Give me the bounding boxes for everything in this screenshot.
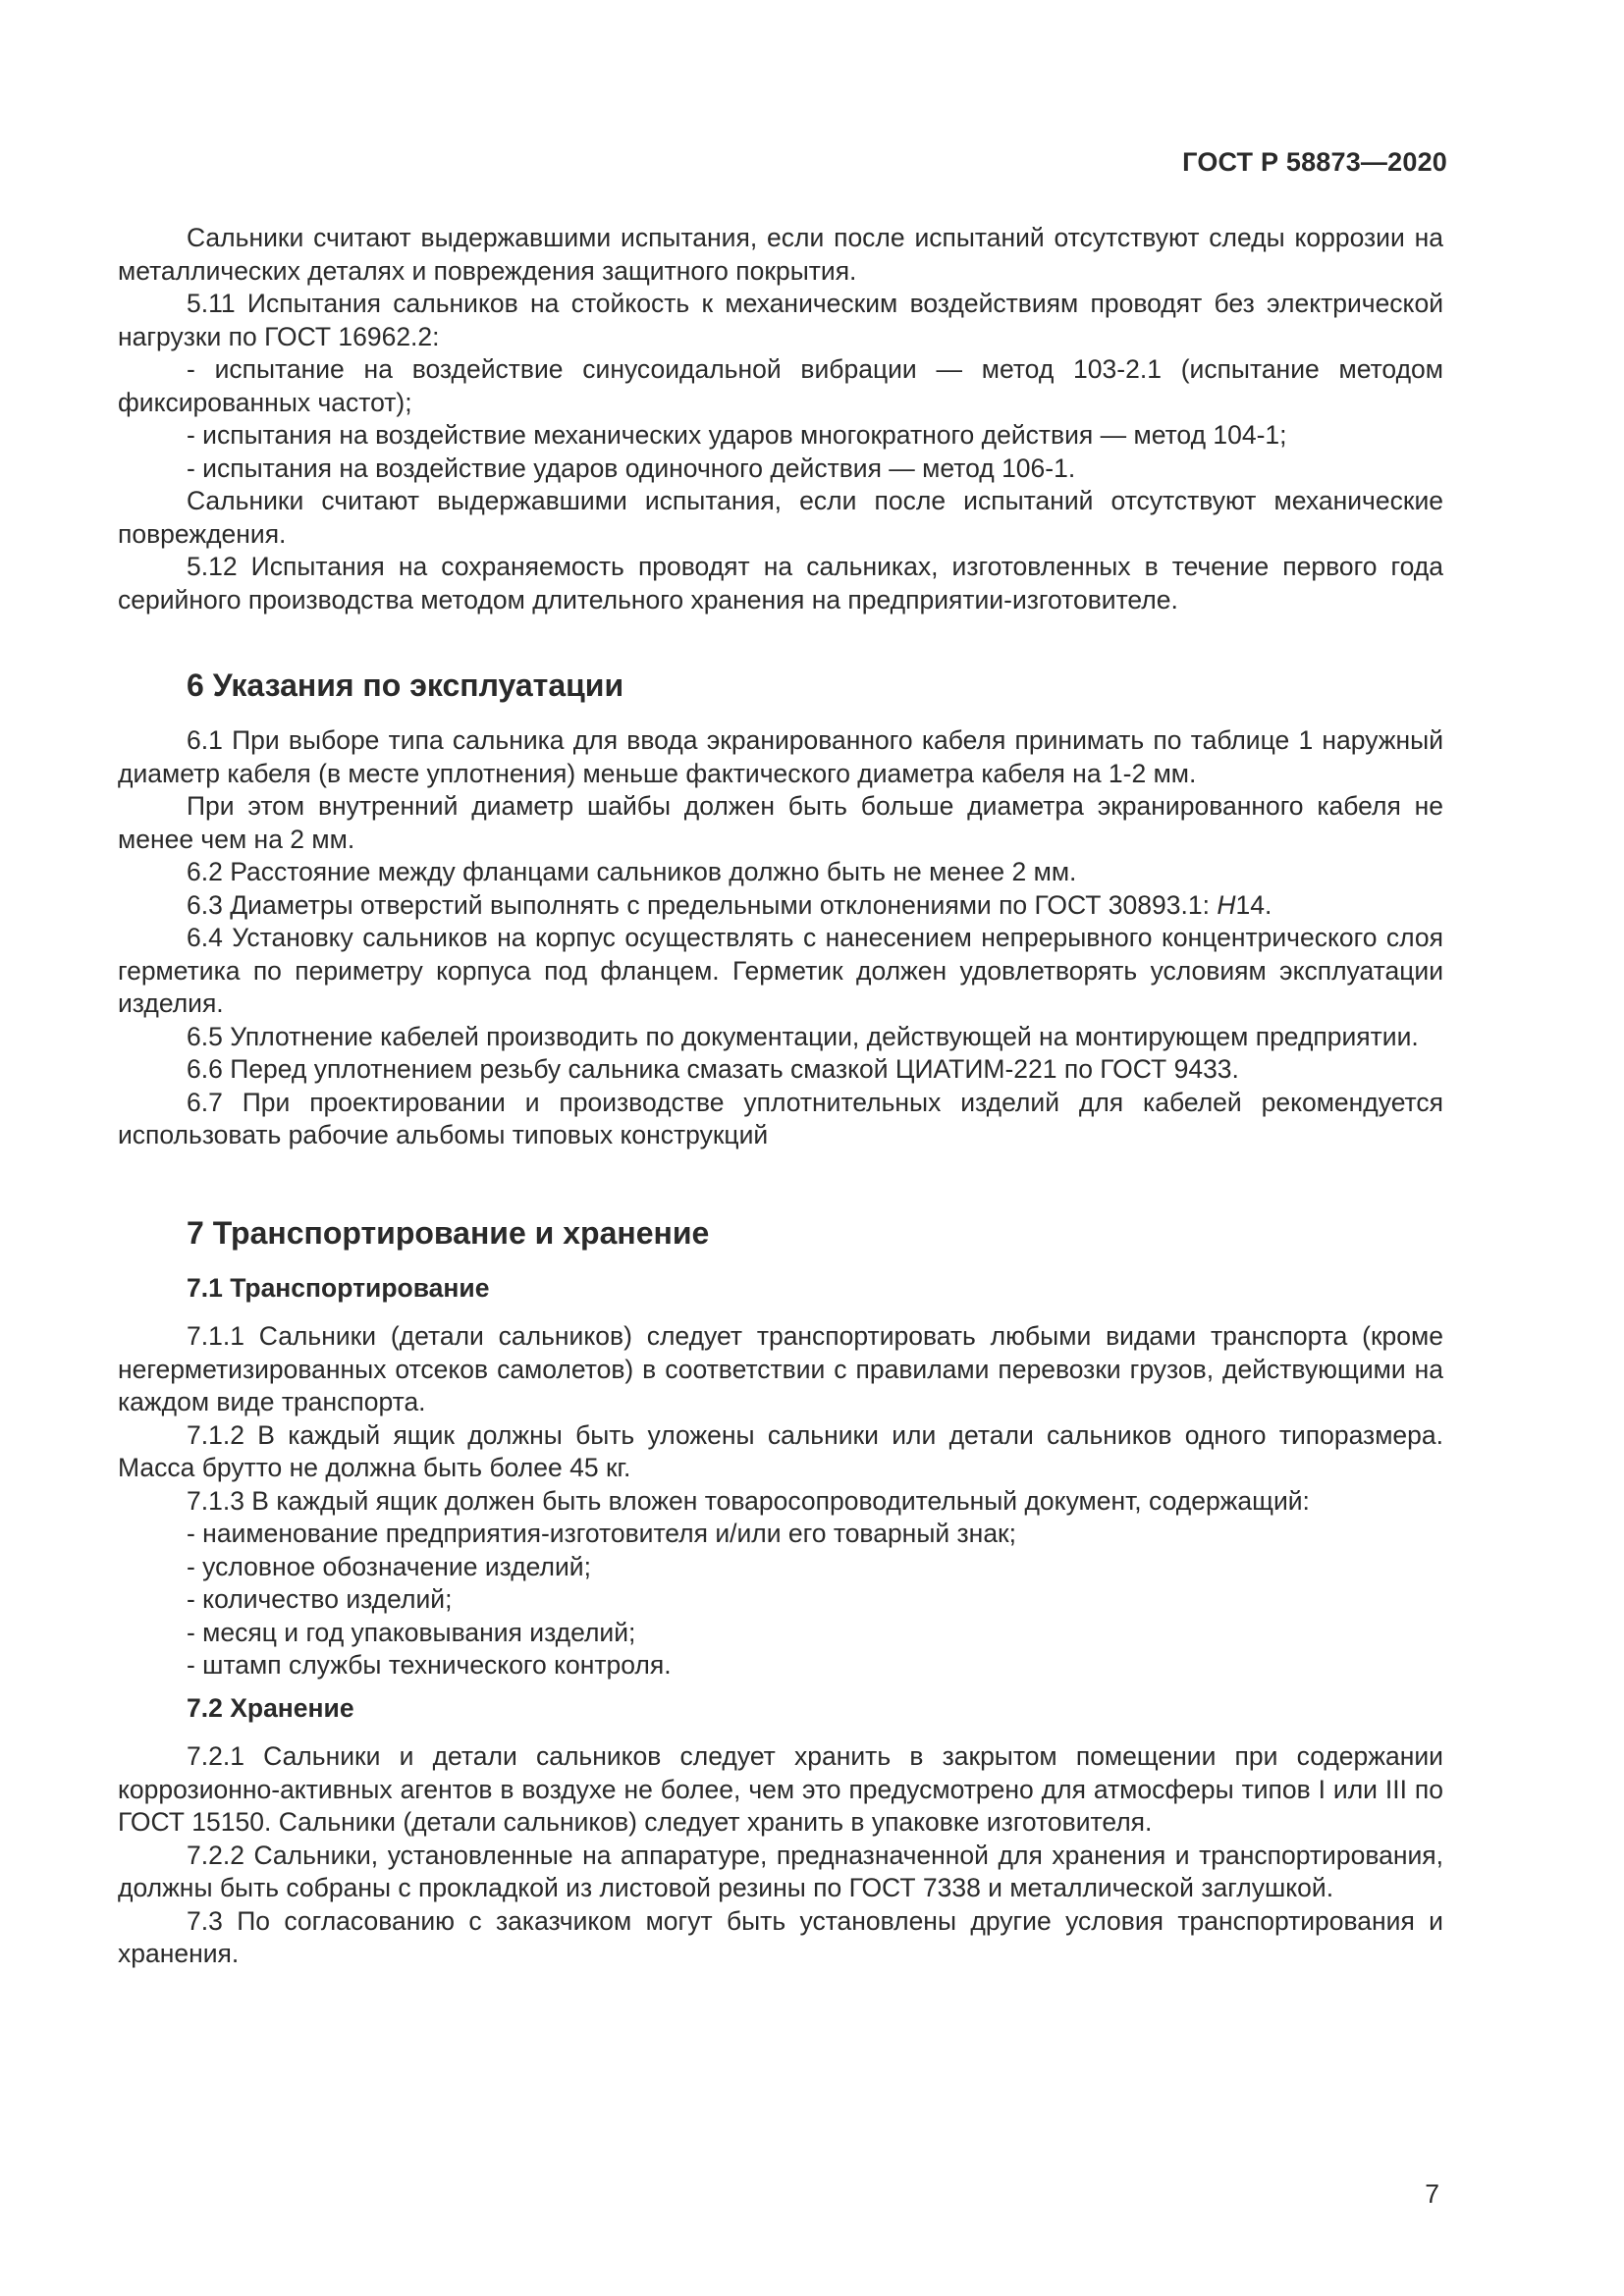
paragraph: 7.1.2 В каждый ящик должны быть уложены сальники или детали сальников одного типоразмера. Масса брутто не должна быть более 45 кг. bbox=[118, 1419, 1443, 1482]
list-item: - штамп службы технического контроля. bbox=[187, 1650, 672, 1680]
list-item: - испытания на воздействие механических ударов многократного действия — метод 104-1; bbox=[187, 420, 1287, 450]
paragraph: 6.2 Расстояние между фланцами сальников должно быть не менее 2 мм. bbox=[187, 857, 1077, 886]
paragraph: 7.2.1 Сальники и детали сальников следует хранить в закрытом помещении при содержании коррозионно-активных агентов в воздухе не более, чем это предусмотрено для атмосферы типов I или III по ГОСТ 15150. Сальники (детали сальников) следует хранить в упаковке изготовителя. bbox=[118, 1741, 1443, 1837]
list-item: - условное обозначение изделий; bbox=[187, 1551, 591, 1581]
paragraph: 6.6 Перед уплотнением резьбу сальника смазать смазкой ЦИАТИМ-221 по ГОСТ 9433. bbox=[187, 1054, 1239, 1084]
paragraph bbox=[118, 889, 1443, 923]
paragraph-text: 6.3 Диаметры отверстий выполнять с предельными отклонениями по ГОСТ 30893.1: bbox=[187, 889, 1218, 920]
paragraph: 7.1.1 Сальники (детали сальников) следует транспортировать любыми видами транспорта (кроме негерметизированных отсеков самолетов) в соответствии с правилами перевозки грузов, действующими на каждом виде транспорта. bbox=[118, 1321, 1443, 1416]
list-item: - количество изделий; bbox=[187, 1584, 453, 1614]
paragraph: 6.1 При выборе типа сальника для ввода экранированного кабеля принимать по таблице 1 наружный диаметр кабеля (в месте уплотнения) меньше фактического диаметра кабеля на 1-2 мм. bbox=[118, 725, 1443, 788]
paragraph: 6.7 При проектировании и производстве уплотнительных изделий для кабелей рекомендуется использовать рабочие альбомы типовых конструкций bbox=[118, 1087, 1443, 1149]
paragraph: Сальники считают выдержавшими испытания, если после испытаний отсутствуют следы коррозии на металлических деталях и повреждения защитного покрытия. bbox=[118, 223, 1443, 286]
paragraph: 6.4 Установку сальников на корпус осуществлять с нанесением непрерывного концентрического слоя герметика по периметру корпуса под фланцем. Герметик должен удовлетворять условиям эксплуатации изделия. bbox=[118, 923, 1443, 1018]
page-number: 7 bbox=[1425, 2179, 1439, 2209]
list-item: - испытание на воздействие синусоидальной вибрации — метод 103-2.1 (испытание методом фиксированных частот); bbox=[118, 354, 1443, 417]
paragraph: При этом внутренний диаметр шайбы должен быть больше диаметра экранированного кабеля не менее чем на 2 мм. bbox=[118, 791, 1443, 854]
subsection-title-7-1: 7.1 Транспортирование bbox=[187, 1272, 490, 1303]
paragraph: 7.2.2 Сальники, установленные на аппаратуре, предназначенной для хранения и транспортирования, должны быть собраны с прокладкой из листовой резины по ГОСТ 7338 и металлической заглушкой. bbox=[118, 1840, 1443, 1902]
document-body bbox=[118, 222, 1443, 1971]
section-title-7: 7 Транспортирование и хранение bbox=[187, 1214, 710, 1251]
paragraph: Сальники считают выдержавшими испытания, если после испытаний отсутствуют механические повреждения. bbox=[118, 486, 1443, 549]
subsection-title-7-2: 7.2 Хранение bbox=[187, 1692, 354, 1723]
document-header: ГОСТ Р 58873—2020 bbox=[1182, 147, 1447, 177]
paragraph: 5.11 Испытания сальников на стойкость к механическим воздействиям проводят без электрической нагрузки по ГОСТ 16962.2: bbox=[118, 289, 1443, 351]
paragraph-text: 14. bbox=[1235, 889, 1272, 920]
paragraph: 7.1.3 В каждый ящик должен быть вложен товаросопроводительный документ, содержащий: bbox=[187, 1485, 1310, 1516]
paragraph: 7.3 По согласованию с заказчиком могут быть установлены другие условия транспортирования и хранения. bbox=[118, 1905, 1443, 1968]
section-title-6: 6 Указания по эксплуатации bbox=[187, 667, 624, 703]
paragraph: 6.5 Уплотнение кабелей производить по документации, действующей на монтирующем предприятии. bbox=[187, 1021, 1419, 1051]
list-item: - испытания на воздействие ударов одиночного действия — метод 106-1. bbox=[187, 453, 1076, 483]
list-item: - месяц и год упаковывания изделий; bbox=[187, 1617, 636, 1647]
paragraph: 5.12 Испытания на сохраняемость проводят на сальниках, изготовленных в течение первого года серийного производства методом длительного хранения на предприятии-изготовителе. bbox=[118, 552, 1443, 614]
list-item: - наименование предприятия-изготовителя и/или его товарный знак; bbox=[187, 1519, 1017, 1548]
tolerance-letter: H bbox=[1217, 889, 1236, 920]
